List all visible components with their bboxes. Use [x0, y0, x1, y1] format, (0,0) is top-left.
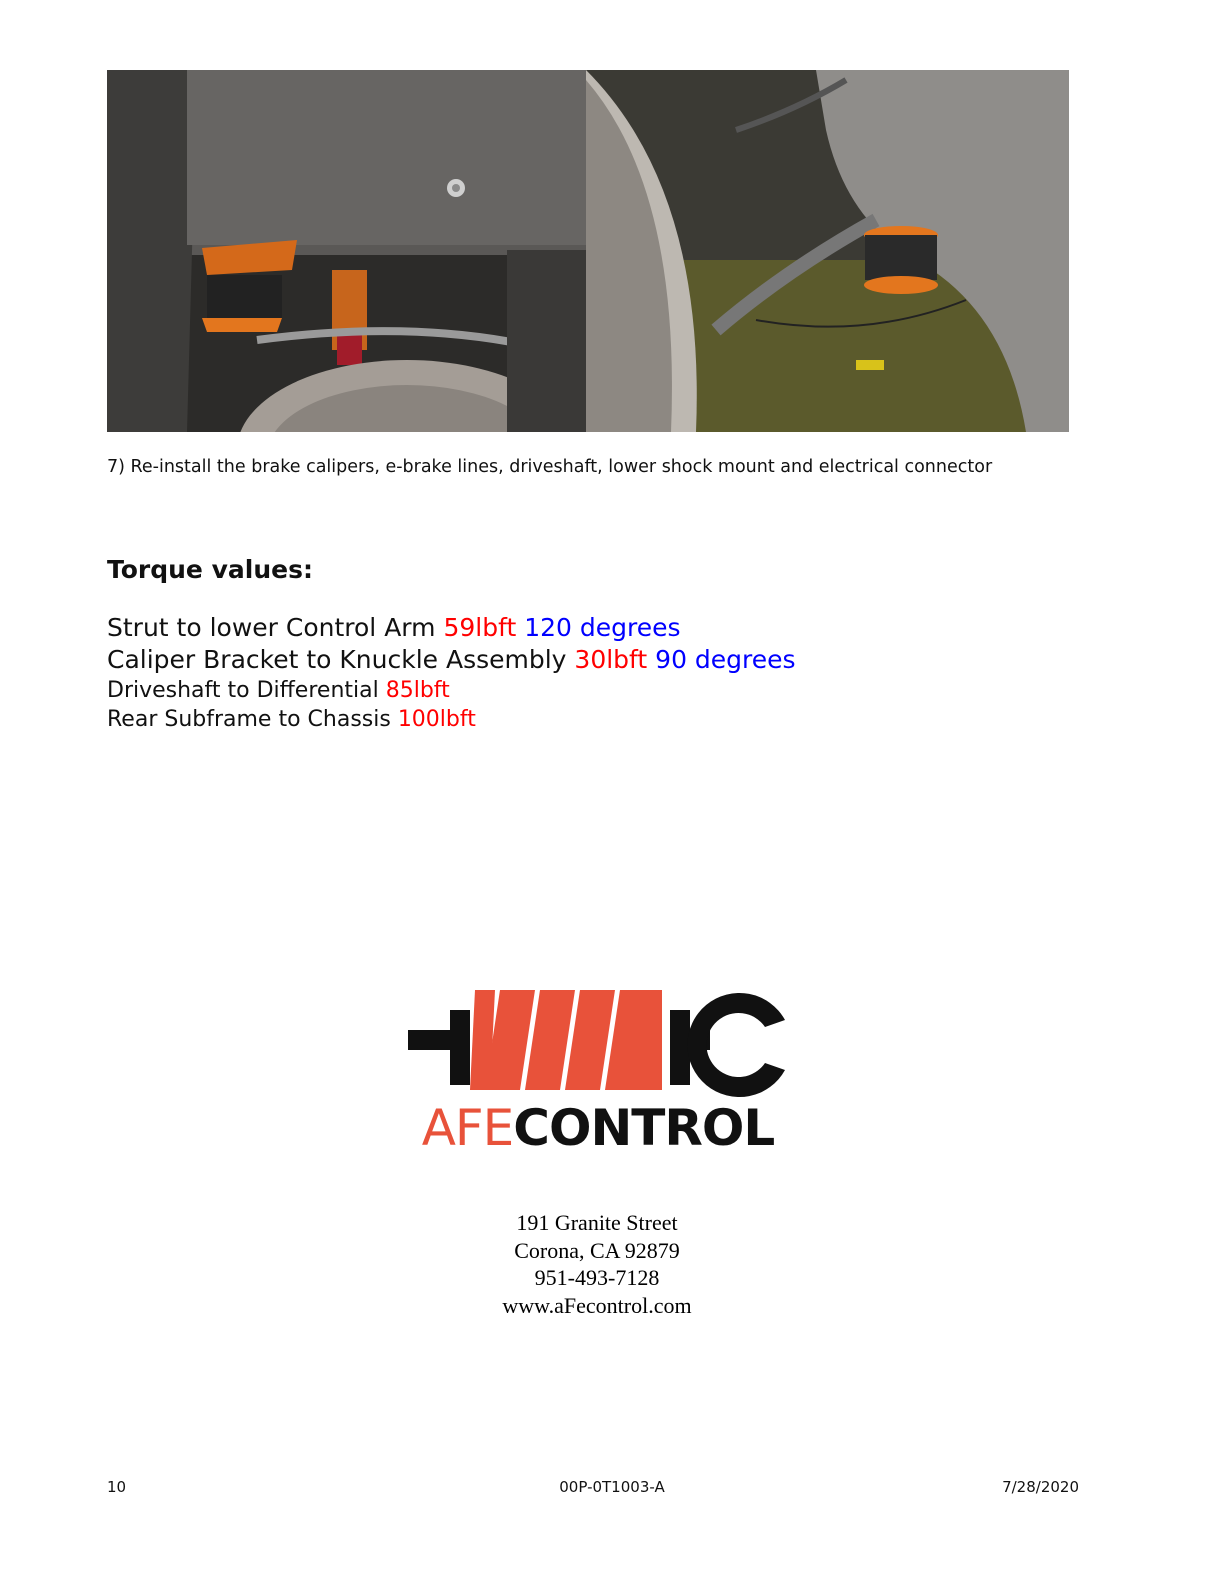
torque-label: Caliper Bracket to Knuckle Assembly — [107, 645, 575, 674]
logo-control-text: CONTROL — [513, 1099, 775, 1157]
torque-label: Driveshaft to Differential — [107, 678, 386, 703]
photo-strip — [107, 70, 1069, 432]
logo-wordmark — [400, 1093, 796, 1163]
torque-row — [107, 676, 796, 705]
torque-row — [107, 705, 796, 734]
page-number: 10 — [107, 1478, 127, 1496]
step-caption: 7) Re-install the brake calipers, e-brake lines, driveshaft, lower shock mount and electrical connector — [107, 457, 993, 477]
afe-control-logo — [400, 985, 796, 1170]
company-address — [397, 1209, 797, 1319]
address-street: 191 Granite Street — [516, 1210, 678, 1235]
coilover-logo-icon — [400, 985, 796, 1100]
torque-heading: Torque values: — [107, 555, 313, 584]
address-website: www.aFecontrol.com — [502, 1292, 692, 1318]
left-photo — [107, 70, 586, 432]
torque-label: Rear Subframe to Chassis — [107, 707, 398, 732]
torque-row — [107, 644, 796, 676]
torque-value: 100lbft — [397, 707, 476, 732]
address-phone: 951-493-7128 — [534, 1265, 660, 1290]
torque-label: Strut to lower Control Arm — [107, 613, 444, 642]
document-date: 7/28/2020 — [1002, 1478, 1079, 1496]
torque-value: 30lbft — [574, 645, 648, 674]
torque-angle: 90 degrees — [647, 645, 796, 674]
right-photo — [586, 70, 1069, 432]
torque-row — [107, 612, 796, 644]
address-city: Corona, CA 92879 — [514, 1237, 680, 1263]
torque-angle: 120 degrees — [516, 613, 681, 642]
torque-value: 85lbft — [385, 678, 450, 703]
document-code: 00P-0T1003-A — [559, 1478, 665, 1496]
torque-value: 59lbft — [443, 613, 517, 642]
logo-afe-text: AFE — [421, 1099, 514, 1157]
torque-list — [107, 612, 796, 734]
